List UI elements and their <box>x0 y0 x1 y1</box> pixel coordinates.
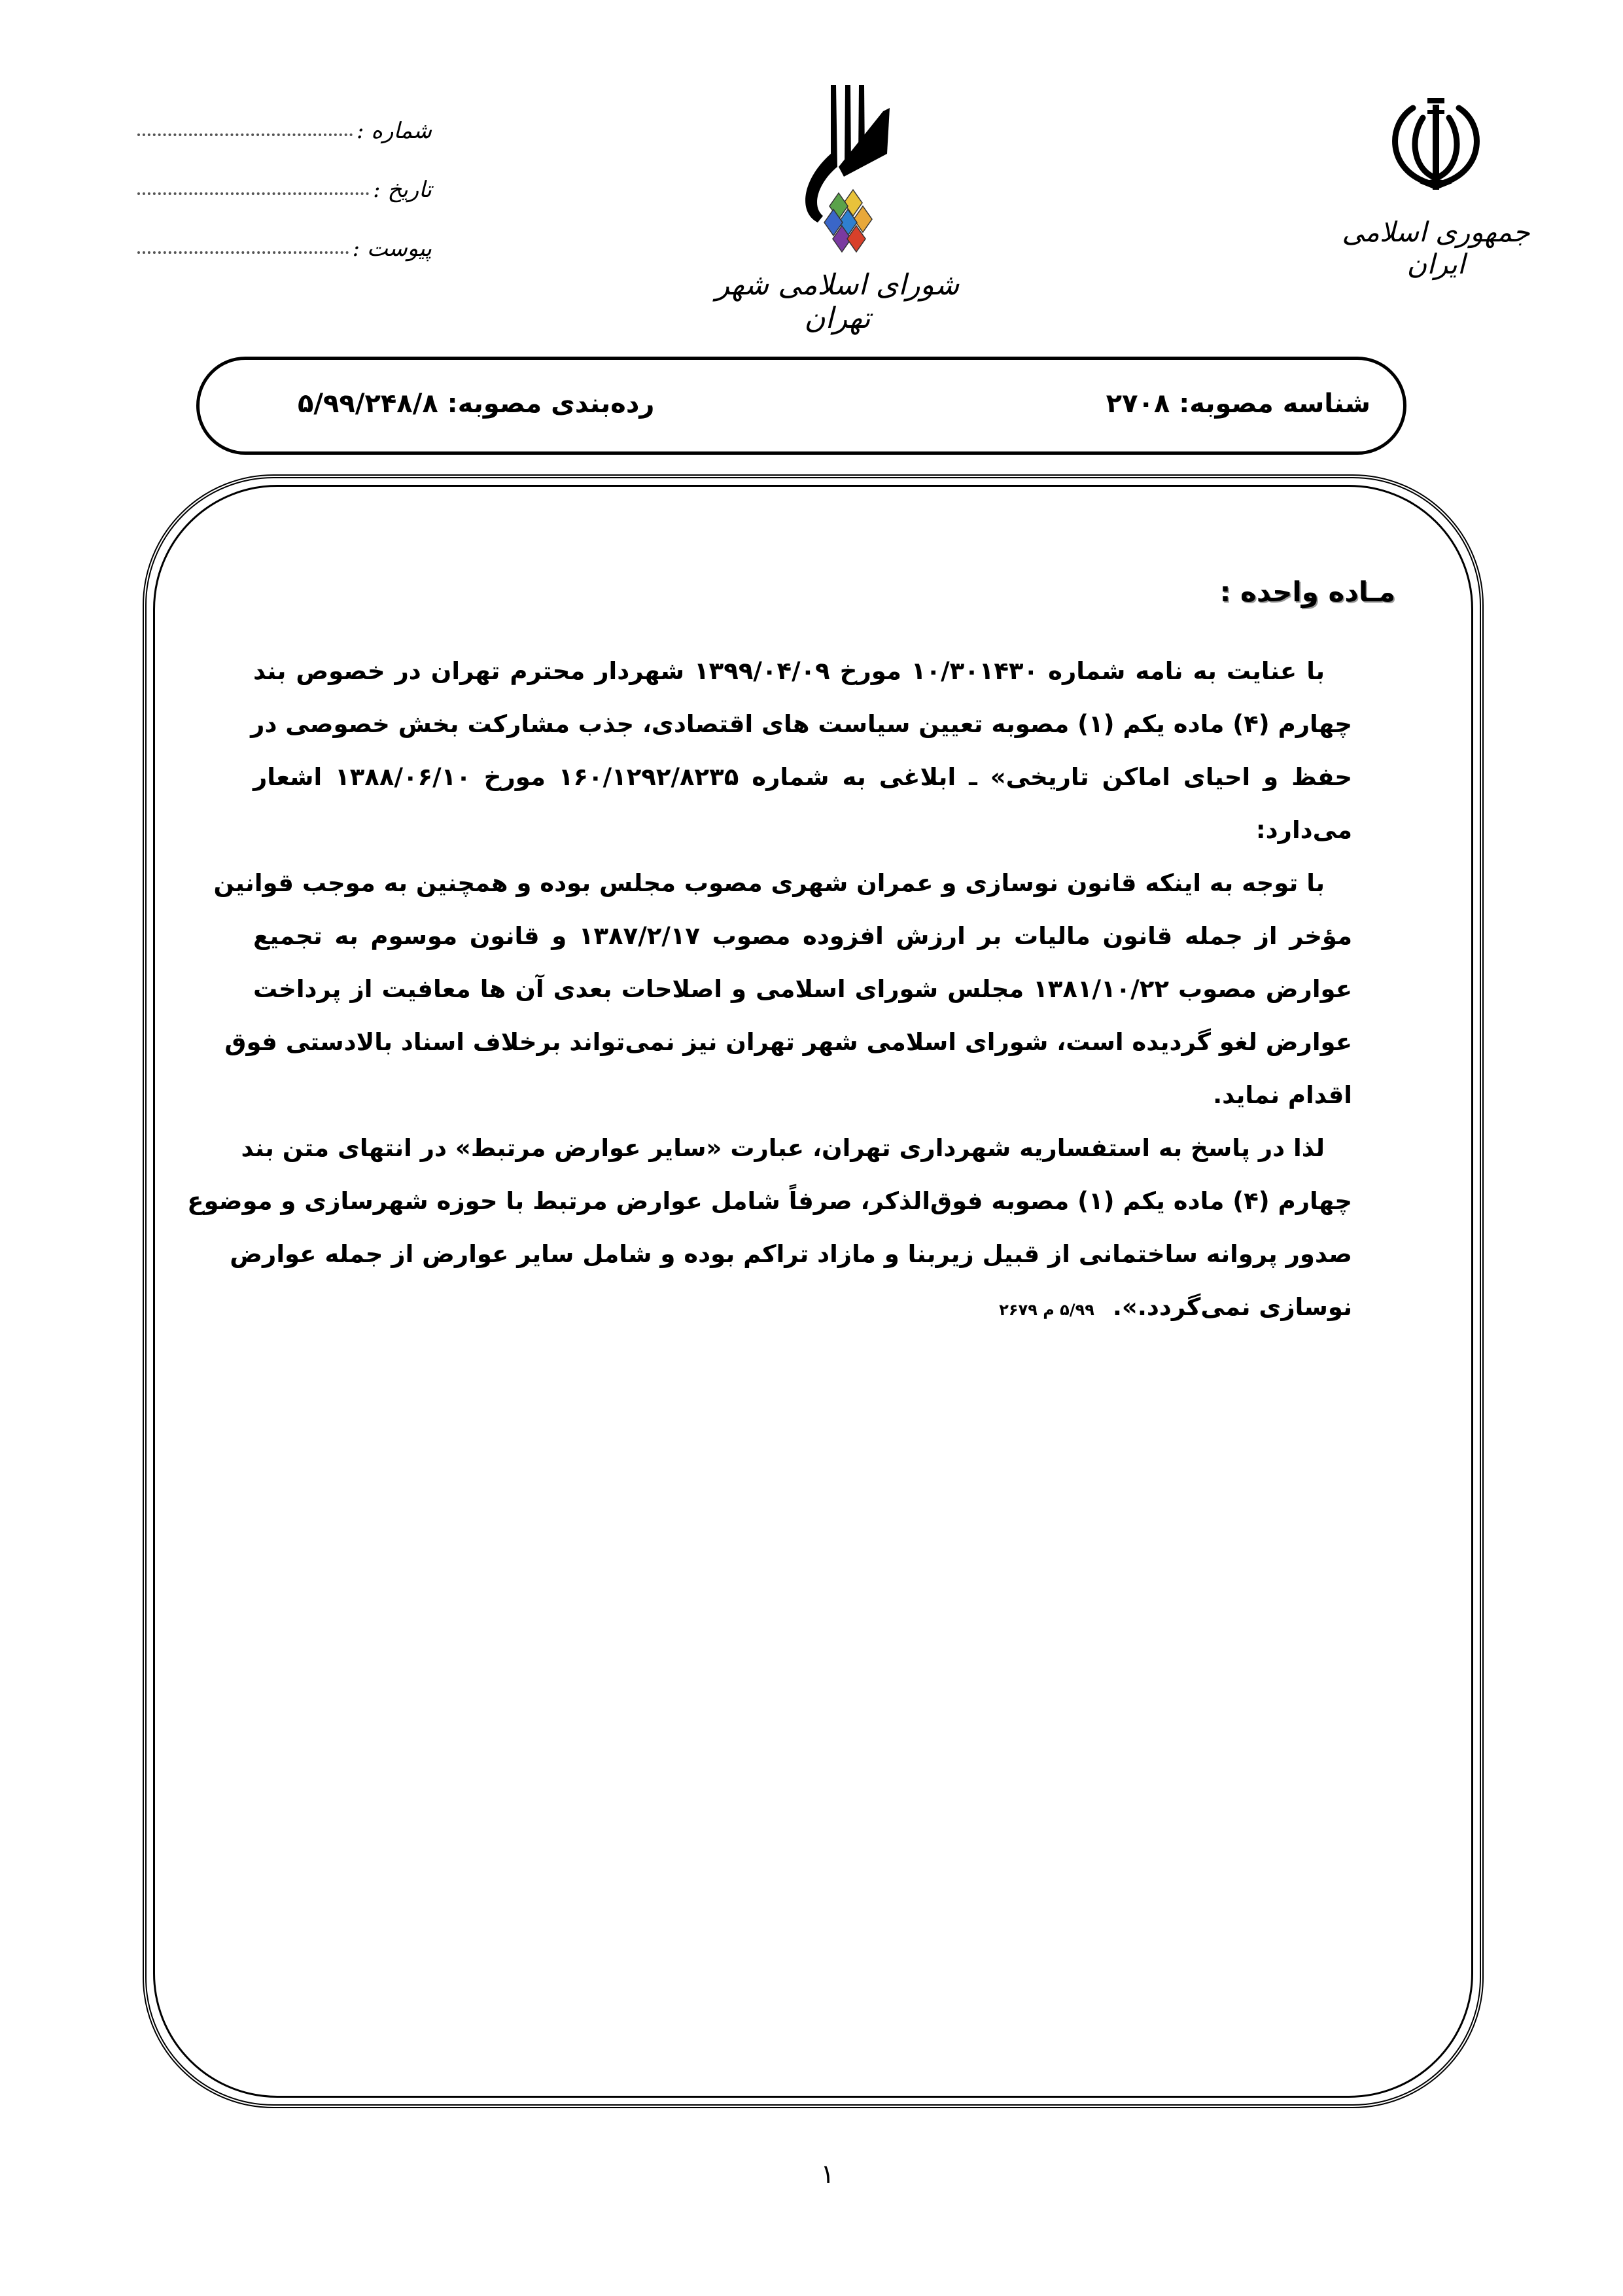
line-text: لذا در پاسخ به استفساریه شهرداری تهران، عبارت «سایر عوارض مرتبط» در انتهای متن بند <box>241 1134 1325 1162</box>
paragraph-line <box>253 751 1352 804</box>
reference-code: ۵/۹۹ م ۲۶۷۹ <box>999 1301 1094 1319</box>
line-text: می‌دارد: <box>1255 816 1352 844</box>
article-body <box>187 645 1353 1333</box>
line-text: عوارض لغو گردیده است، شورای اسلامی شهر تهران نیز نمی‌تواند برخلاف اسناد بالادستی فوق <box>224 1028 1352 1056</box>
number-label: شماره : <box>357 118 432 144</box>
line-text: با عنایت به نامه شماره ۱۰/۳۰۱۴۳۰ مورخ ۱۳۹۹/۰۴/۰۹ شهردار محترم تهران در خصوص بند <box>253 657 1325 685</box>
paragraph-line <box>253 804 1352 857</box>
page-number: ۱ <box>820 2159 835 2189</box>
line-text: صدور پروانه ساختمانی از قبیل زیربنا و مازاد تراکم بوده و شامل سایر عوارض از جمله عوارض <box>230 1240 1352 1268</box>
date-dotted-line <box>137 192 369 195</box>
paragraph-line <box>253 963 1352 1016</box>
council-name: شورای اسلامی شهر تهران <box>715 268 960 335</box>
line-text: مؤخر از جمله قانون مالیات بر ارزش افزوده مصوب ۱۳۸۷/۲/۱۷ و قانون موسوم به تجمیع <box>253 922 1352 950</box>
paragraph-line <box>224 1016 1352 1069</box>
line-text: با توجه به اینکه قانون نوسازی و عمران شهری مصوب مجلس بوده و همچنین به موجب قوانین <box>213 869 1325 897</box>
line-text: چهارم (۴) ماده یکم (۱) مصوبه تعیین سیاست های اقتصادی، جذب مشارکت بخش خصوصی در <box>251 710 1352 738</box>
line-text: عوارض مصوب ۱۳۸۱/۱۰/۲۲ مجلس شورای اسلامی و اصلاحات بعدی آن ها معافیت از پرداخت <box>253 975 1352 1003</box>
paragraph-line <box>253 1280 1352 1333</box>
approval-id: شناسه مصوبه: ۲۷۰۸ <box>1106 389 1370 419</box>
country-name: جمهوری اسلامی ایران <box>1342 216 1530 280</box>
date-field <box>137 164 432 203</box>
paragraph-line <box>213 857 1352 910</box>
paragraph-line <box>241 1122 1352 1174</box>
attachment-dotted-line <box>137 251 349 254</box>
attachment-label: پیوست : <box>352 236 432 262</box>
paragraph-line <box>187 1174 1352 1227</box>
paragraph-line <box>253 1069 1352 1122</box>
approval-classification: رده‌بندی مصوبه: ۵/۹۹/۲۴۸/۸ <box>298 389 655 419</box>
line-text: اقدام نماید. <box>1213 1081 1352 1109</box>
number-dotted-line <box>137 133 353 136</box>
article-title: مـاده واحده : <box>1219 576 1395 608</box>
paragraph-line <box>253 645 1352 698</box>
number-field <box>137 105 432 144</box>
paragraph-line <box>253 698 1352 751</box>
line-text: نوسازی نمی‌گردد.». <box>1112 1293 1352 1321</box>
iran-emblem-logo <box>1374 92 1498 196</box>
line-text: چهارم (۴) ماده یکم (۱) مصوبه فوق‌الذکر، صرفاً شامل عوارض مرتبط با حوزه شهرسازی و موضوع <box>187 1187 1352 1215</box>
attachment-field <box>137 222 432 262</box>
paragraph-line <box>253 910 1352 963</box>
paragraph <box>253 645 1352 857</box>
line-text: حفظ و احیای اماکن تاریخی» ـ ابلاغی به شماره ۱۶۰/۱۲۹۲/۸۲۳۵ مورخ ۱۳۸۸/۰۶/۱۰ اشعار <box>253 763 1353 791</box>
paragraph <box>187 1122 1352 1333</box>
approval-header-box <box>196 357 1406 455</box>
paragraph-line <box>230 1227 1352 1280</box>
date-label: تاریخ : <box>373 177 432 203</box>
paragraph <box>213 857 1352 1122</box>
tehran-council-logo <box>765 82 909 265</box>
